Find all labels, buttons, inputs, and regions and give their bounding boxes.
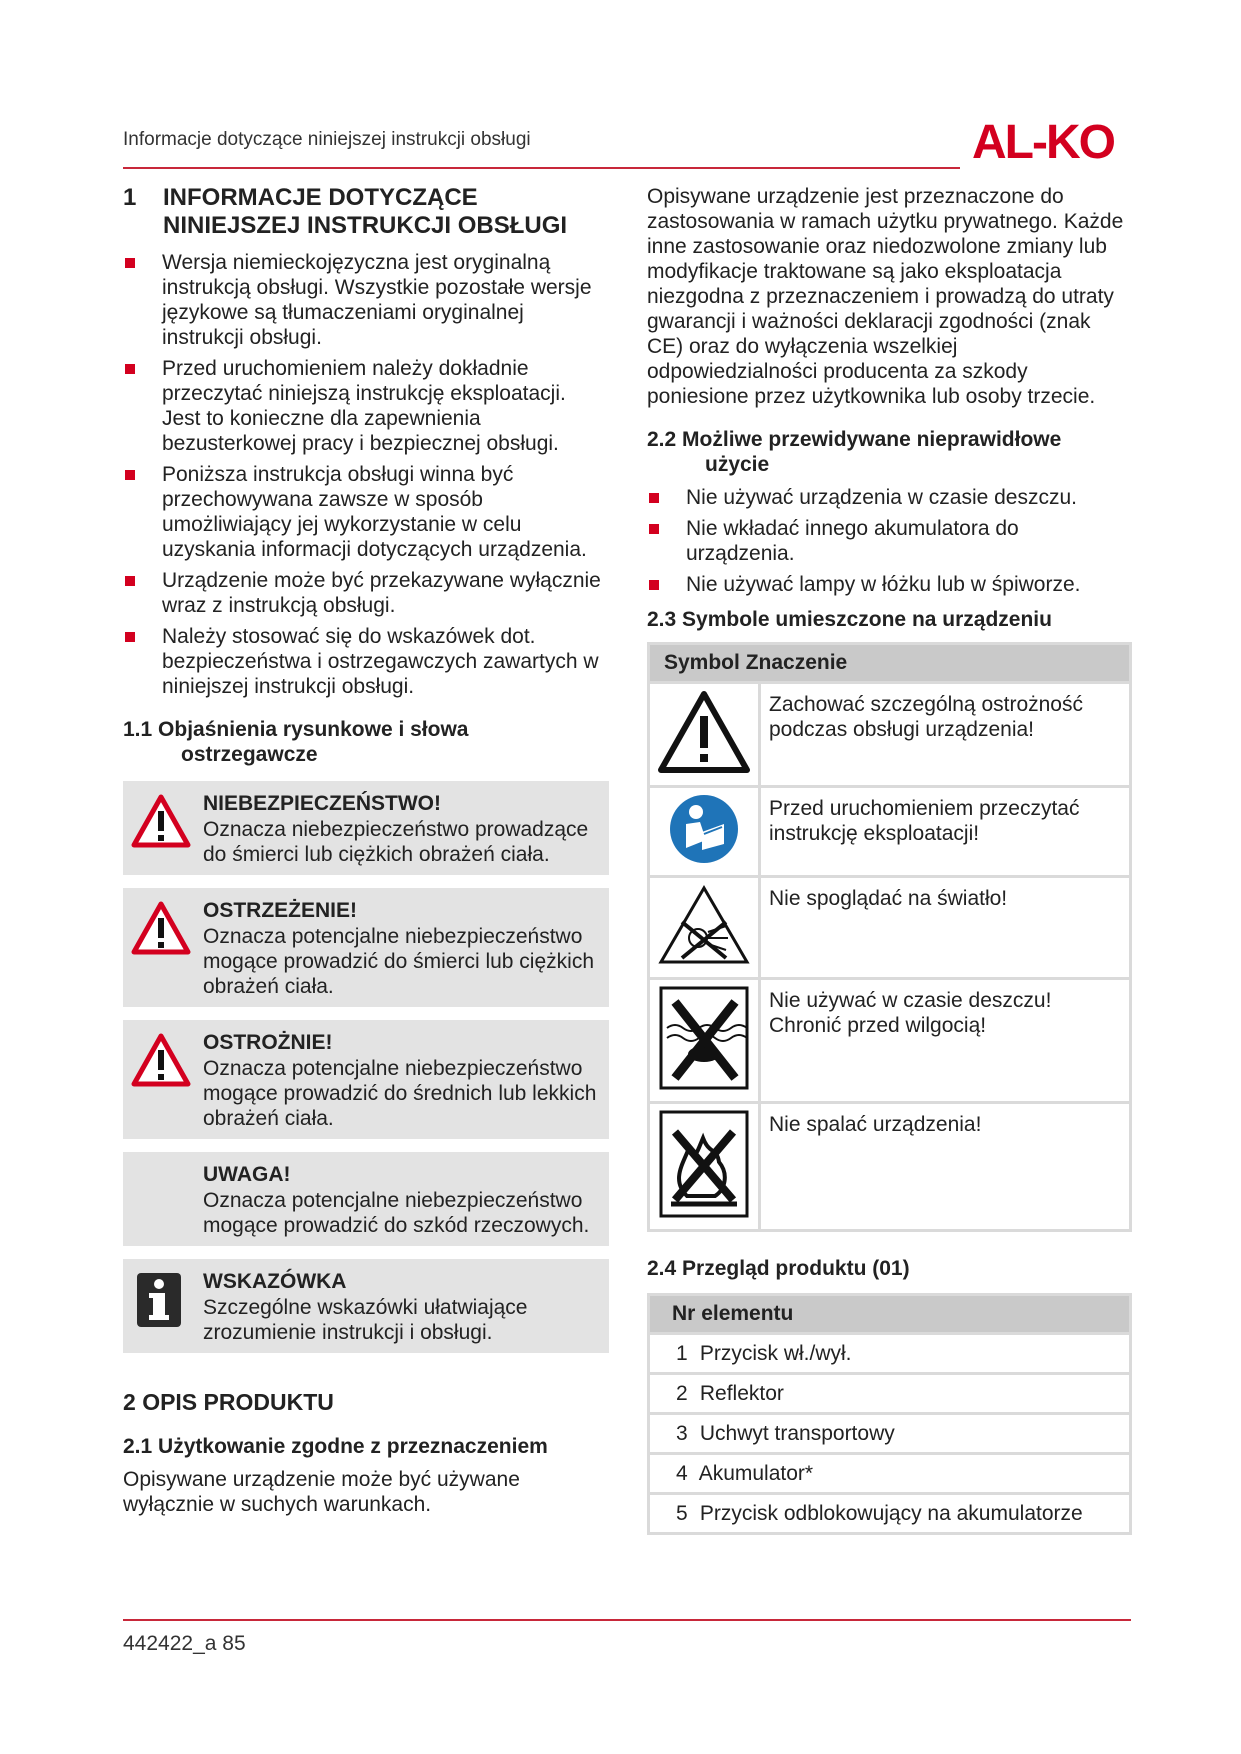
section-1-bullets [123, 250, 609, 699]
section-1-heading: 1 INFORMACJE DOTYCZĄCE NINIEJSZEJ INSTRUKCJI OBSŁUGI [123, 184, 568, 239]
warning-triangle-icon [131, 1032, 191, 1088]
section-2-3-heading: 2.3 Symbole umieszczone na urządzeniu [647, 608, 1052, 631]
danger-box: NIEBEZPIECZEŃSTWO! Oznacza niebezpieczeństwo prowadzące do śmierci lub ciężkich obrażeń ciała. [123, 781, 609, 875]
table-row: 5 Przycisk odblokowujący na akumulatorze [649, 1494, 1131, 1534]
table-row: Przed uruchomieniem przeczytać instrukcję eksploatacji! [649, 787, 1131, 877]
table-row: Nie spoglądać na światło! [649, 877, 1131, 979]
caution-box: OSTROŻNIE! Oznacza potencjalne niebezpieczeństwo mogące prowadzić do średnich lub lekkich obrażeń ciała. [123, 1020, 609, 1139]
table-row: 3 Uchwyt transportowy [649, 1414, 1131, 1454]
product-parts-table [647, 1293, 1132, 1535]
left-column [123, 184, 609, 1533]
list-item: Urządzenie może być przekazywane wyłącznie wraz z instrukcją obsługi. [123, 568, 609, 618]
section-2-2-bullets [647, 485, 1132, 597]
running-header: Informacje dotyczące niniejszej instrukcji obsługi [123, 129, 531, 150]
right-column [647, 184, 1132, 1535]
alko-logo [970, 114, 1130, 166]
notice-box: UWAGA! Oznacza potencjalne niebezpieczeństwo mogące prowadzić do szkód rzeczowych. [123, 1152, 609, 1246]
no-rain-icon [657, 984, 751, 1092]
table-row: Nie używać w czasie deszczu! Chronić przed wilgocią! [649, 979, 1131, 1103]
symbols-table [647, 642, 1132, 1232]
list-item: Nie używać urządzenia w czasie deszczu. [647, 485, 1132, 510]
table-row: 2 Reflektor [649, 1374, 1131, 1414]
table-header-row: Symbol Znaczenie [649, 644, 1131, 683]
note-box: WSKAZÓWKA Szczególne wskazówki ułatwiające zrozumienie instrukcji i obsługi. [123, 1259, 609, 1353]
list-item: Poniższa instrukcja obsługi winna być przechowywana zawsze w sposób umożliwiający jej wykorzystanie w celu uzyskania informacji dotyczących urządzenia. [123, 462, 609, 562]
list-item: Nie używać lampy w łóżku lub w śpiworze. [647, 572, 1132, 597]
section-2-1-paragraph-2: Opisywane urządzenie jest przeznaczone do zastosowania w ramach użytku prywatnego. Każde inne zastosowanie oraz niedozwolone zmiany lub modyfikacje traktowane są jako eksploatacja niezgodna z przeznaczeniem i prowadzą do utraty gwarancji i ważności deklaracji zgodności (znak CE) oraz do wyłączenia wszelkiej odpowiedzialności producenta za szkody poniesione przez użytkownika lub osoby trzecie. [647, 185, 1124, 408]
warning-triangle-icon [131, 900, 191, 956]
list-item: Nie wkładać innego akumulatora do urządzenia. [647, 516, 1132, 566]
table-row: 1 Przycisk wł./wył. [649, 1334, 1131, 1374]
list-item: Wersja niemieckojęzyczna jest oryginalną instrukcją obsługi. Wszystkie pozostałe wersje językowe są tłumaczeniami oryginalnej instrukcji obsługi. [123, 250, 609, 350]
section-2-heading: 2 OPIS PRODUKTU [123, 1389, 334, 1415]
table-row: 4 Akumulator* [649, 1454, 1131, 1494]
footer-rule [123, 1619, 1131, 1621]
section-2-2-heading: 2.2 Możliwe przewidywane nieprawidłowe użycie [647, 428, 1062, 476]
section-2-1-paragraph-1: Opisywane urządzenie może być używane wyłącznie w suchych warunkach. [123, 1468, 520, 1516]
warning-box: OSTRZEŻENIE! Oznacza potencjalne niebezpieczeństwo mogące prowadzić do śmierci lub ciężkich obrażeń ciała. [123, 888, 609, 1007]
section-2-1-heading: 2.1 Użytkowanie zgodne z przeznaczeniem [123, 1435, 548, 1458]
read-manual-icon [666, 792, 742, 866]
section-1-1-heading: 1.1 Objaśnienia rysunkowe i słowa ostrzegawcze [123, 718, 469, 766]
list-item: Należy stosować się do wskazówek dot. bezpieczeństwa i ostrzegawczych zawartych w niniejszej instrukcji obsługi. [123, 624, 609, 699]
info-icon [131, 1271, 191, 1327]
no-fire-icon [657, 1108, 751, 1220]
section-2-4-heading: 2.4 Przegląd produktu (01) [647, 1257, 910, 1280]
table-header-row: Nr elementu [649, 1295, 1131, 1334]
page-number: 442422_a 85 [123, 1632, 246, 1655]
warning-triangle-icon [131, 793, 191, 849]
table-row: Zachować szczególną ostrożność podczas obsługi urządzenia! [649, 683, 1131, 787]
caution-triangle-icon [656, 688, 752, 776]
header-rule [123, 167, 960, 169]
table-row: Nie spalać urządzenia! [649, 1103, 1131, 1231]
no-light-stare-icon [656, 882, 752, 968]
svg-text:AL-KO: AL-KO [972, 116, 1114, 166]
list-item: Przed uruchomieniem należy dokładnie przeczytać niniejszą instrukcję eksploatacji. Jest to konieczne dla zapewnienia bezusterkowej pracy i bezpiecznej obsługi. [123, 356, 609, 456]
